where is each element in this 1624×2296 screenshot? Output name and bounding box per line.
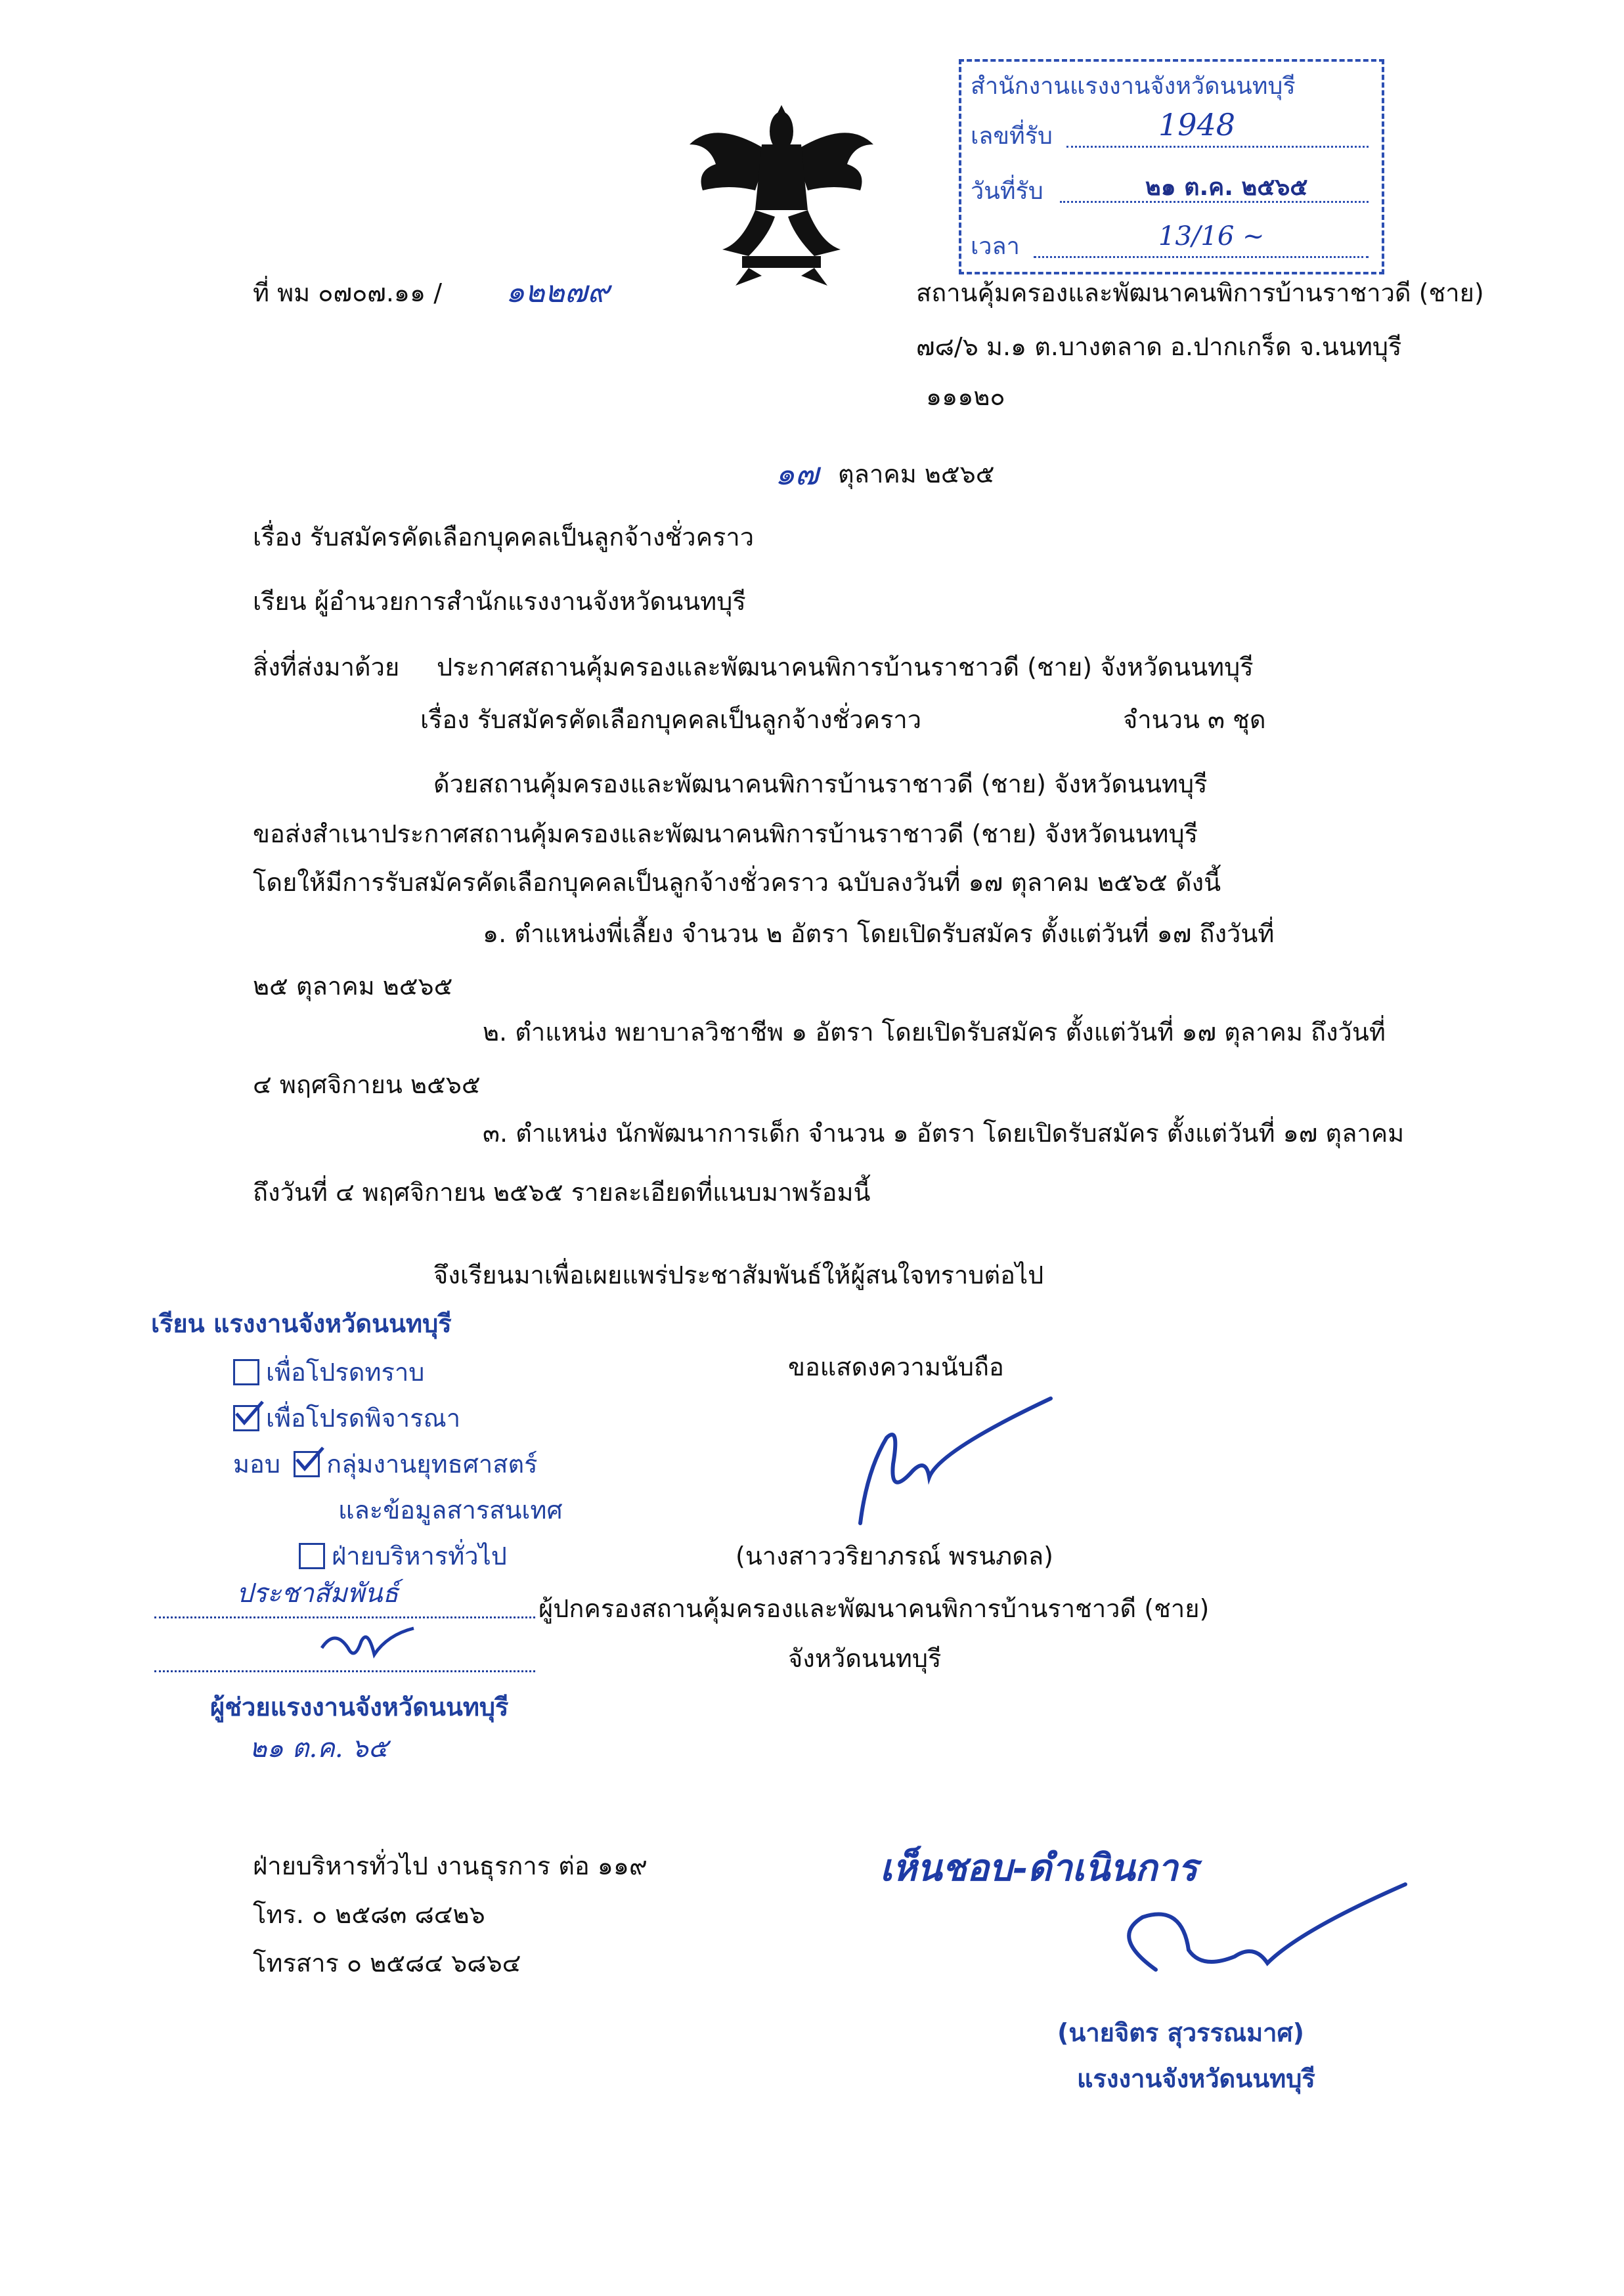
ref-number-handwritten: ๑๒๒๗๙ bbox=[506, 274, 610, 309]
item-2-line-a: ๒. ตำแหน่ง พยาบาลวิชาชีพ ๑ อัตรา โดยเปิดรับสมัคร ตั้งแต่วันที่ ๑๗ ตุลาคม ถึงวันที่ bbox=[483, 1018, 1386, 1047]
footer-dept: ฝ่ายบริหารทั่วไป งานธุรการ ต่อ ๑๑๙ bbox=[253, 1852, 647, 1880]
routing-assistant-date: ๒๑ ต.ค. ๖๕ bbox=[250, 1733, 389, 1764]
routing-opt-strategy-2: และข้อมูลสารสนเทศ bbox=[338, 1496, 563, 1525]
item-1-line-b: ๒๕ ตุลาคม ๒๕๖๕ bbox=[253, 972, 453, 1001]
routing-assign: มอบ กลุ่มงานยุทธศาสตร์ bbox=[233, 1447, 538, 1481]
approval-position: แรงงานจังหวัดนนทบุรี bbox=[1077, 2064, 1315, 2093]
checkbox-checked-icon bbox=[233, 1405, 259, 1431]
body-para-1: ด้วยสถานคุ้มครองและพัฒนาคนพิการบ้านราชาวดี (ชาย) จังหวัดนนทบุรี bbox=[433, 769, 1208, 798]
footer-phone: โทร. ๐ ๒๕๘๓ ๘๔๒๖ bbox=[253, 1900, 485, 1929]
closing: จึงเรียนมาเพื่อเผยแพร่ประชาสัมพันธ์ให้ผู้สนใจทราบต่อไป bbox=[433, 1261, 1044, 1289]
respect: ขอแสดงความนับถือ bbox=[788, 1353, 1004, 1381]
org-address-line2: ๑๑๑๒๐ bbox=[926, 382, 1005, 411]
signer-position-2: จังหวัดนนทบุรี bbox=[788, 1644, 942, 1673]
signer-position-1: ผู้ปกครองสถานคุ้มครองและพัฒนาคนพิการบ้านราชาวดี (ชาย) bbox=[538, 1594, 1210, 1623]
item-2-line-b: ๔ พฤศจิกายน ๒๕๖๕ bbox=[253, 1070, 481, 1099]
body-para-2: ขอส่งสำเนาประกาศสถานคุ้มครองและพัฒนาคนพิการบ้านราชาวดี (ชาย) จังหวัดนนทบุรี bbox=[253, 819, 1198, 848]
routing-handwritten-note: ประชาสัมพันธ์ bbox=[236, 1578, 399, 1609]
subject: เรื่อง รับสมัครคัดเลือกบุคคลเป็นลูกจ้างชั่วคราว bbox=[253, 523, 755, 552]
date-day-handwritten: ๑๗ bbox=[775, 456, 819, 492]
stamp-receive-no-label: เลขที่รับ bbox=[971, 123, 1053, 150]
stamp-office: สำนักงานแรงงานจังหวัดนนทบุรี bbox=[971, 73, 1296, 100]
receive-stamp bbox=[959, 59, 1384, 274]
routing-opt-inform: เพื่อโปรดทราบ bbox=[233, 1355, 424, 1389]
ref-number: ที่ พม ๐๗๐๗.๑๑ / bbox=[253, 278, 443, 307]
signature-icon bbox=[814, 1392, 1064, 1530]
signer-name: (นางสาววริยาภรณ์ พรนภดล) bbox=[735, 1542, 1053, 1570]
stamp-time-label: เวลา bbox=[971, 233, 1020, 260]
routing-opt-consider: เพื่อโปรดพิจารณา bbox=[233, 1401, 460, 1435]
approval-signature-icon bbox=[1103, 1878, 1418, 2016]
enclosure-line1: ประกาศสถานคุ้มครองและพัฒนาคนพิการบ้านราชาวดี (ชาย) จังหวัดนนทบุรี bbox=[437, 653, 1254, 682]
stamp-receive-no: 1948 bbox=[1158, 107, 1236, 142]
checkbox-unchecked-icon bbox=[299, 1543, 325, 1569]
checkbox-unchecked-icon bbox=[233, 1359, 259, 1385]
org-address-line1: ๗๘/๖ ม.๑ ต.บางตลาด อ.ปากเกร็ด จ.นนทบุรี bbox=[916, 332, 1402, 361]
routing-opt-admin: ฝ่ายบริหารทั่วไป bbox=[299, 1539, 507, 1573]
approval-handwritten: เห็นชอบ-ดำเนินการ bbox=[880, 1846, 1198, 1890]
body-para-3: โดยให้มีการรับสมัครคัดเลือกบุคคลเป็นลูกจ้างชั่วคราว ฉบับลงวันที่ ๑๗ ตุลาคม ๒๕๖๕ ดังนี้ bbox=[253, 868, 1221, 897]
approval-name: (นายจิตร สุวรรณมาศ) bbox=[1057, 2018, 1305, 2047]
item-3-line-b: ถึงวันที่ ๔ พฤศจิกายน ๒๕๖๕ รายละเอียดที่แนบมาพร้อมนี้ bbox=[253, 1178, 871, 1207]
recipient: เรียน ผู้อำนวยการสำนักแรงงานจังหวัดนนทบุรี bbox=[253, 587, 746, 616]
stamp-time: 13/16 ~ bbox=[1158, 221, 1265, 251]
garuda-emblem-icon bbox=[676, 92, 887, 289]
item-3-line-a: ๓. ตำแหน่ง นักพัฒนาการเด็ก จำนวน ๑ อัตรา โดยเปิดรับสมัคร ตั้งแต่วันที่ ๑๗ ตุลาคม bbox=[483, 1119, 1405, 1148]
enclosure-quantity: จำนวน ๓ ชุด bbox=[1123, 705, 1266, 734]
item-1-line-a: ๑. ตำแหน่งพี่เลี้ยง จำนวน ๒ อัตรา โดยเปิดรับสมัคร ตั้งแต่วันที่ ๑๗ ถึงวันที่ bbox=[483, 919, 1275, 948]
enclosure-line2: เรื่อง รับสมัครคัดเลือกบุคคลเป็นลูกจ้างชั่วคราว bbox=[420, 705, 922, 734]
checkbox-checked-icon bbox=[294, 1451, 320, 1477]
enclosure-label: สิ่งที่ส่งมาด้วย bbox=[253, 653, 400, 682]
assistant-signature-icon bbox=[309, 1622, 420, 1668]
routing-to: เรียน แรงงานจังหวัดนนทบุรี bbox=[151, 1309, 452, 1338]
stamp-date-label: วันที่รับ bbox=[971, 178, 1043, 205]
routing-assistant: ผู้ช่วยแรงงานจังหวัดนนทบุรี bbox=[210, 1693, 509, 1722]
footer-fax: โทรสาร ๐ ๒๕๘๔ ๖๘๖๔ bbox=[253, 1949, 521, 1978]
stamp-date: ๒๑ ต.ค. ๒๕๖๕ bbox=[1145, 174, 1308, 201]
letter-date: ตุลาคม ๒๕๖๕ bbox=[838, 460, 995, 488]
org-name: สถานคุ้มครองและพัฒนาคนพิการบ้านราชาวดี (ชาย) bbox=[916, 278, 1484, 307]
